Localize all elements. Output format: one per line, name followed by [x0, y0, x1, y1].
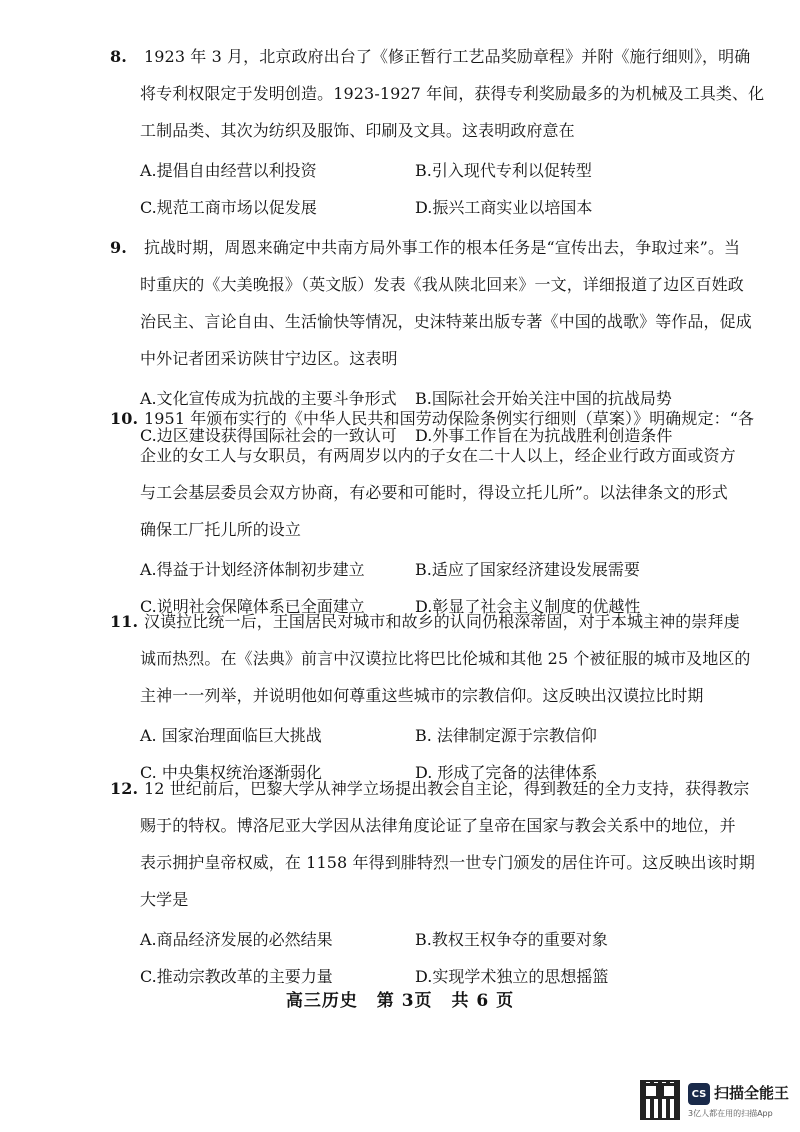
question-line: 大学是 — [140, 890, 189, 909]
footer-total: 共 6 页 — [451, 991, 515, 1011]
option-c: C. 中央集权统治逐渐弱化 — [140, 763, 322, 782]
qr-code-icon — [640, 1080, 680, 1120]
question-line: 治民主、言论自由、生活愉快等情况，史沫特莱出版专著《中国的战歌》等作品，促成 — [140, 312, 752, 331]
question-line: 10. 1951 年颁布实行的《中华人民共和国劳动保险条例实行细则（草案）》明确规定：“各 — [110, 400, 730, 437]
option-d: D.外事工作旨在为抗战胜利创造条件 — [415, 426, 673, 445]
option-a: A. 国家治理面临巨大挑战 — [140, 726, 322, 745]
question-line: 将专利权限定于发明创造。1923-1927 年间，获得专利奖励最多的为机械及工具类、化 — [140, 84, 765, 103]
question-8 — [110, 38, 765, 226]
question-line: 工制品类、其次为纺织及服饰、印刷及文具。这表明政府意在 — [140, 121, 575, 140]
option-c: C.推动宗教改革的主要力量 — [140, 967, 333, 986]
footer-page: 第 3页 — [376, 991, 433, 1011]
option-b: B.适应了国家经济建设发展需要 — [415, 560, 640, 579]
option-c: C.规范工商市场以促发展 — [140, 198, 317, 217]
camscanner-logo-icon: CS — [688, 1083, 710, 1105]
option-d: D.彰显了社会主义制度的优越性 — [415, 597, 641, 616]
option-d: D.实现学术独立的思想摇篮 — [415, 967, 609, 986]
option-a: A.文化宣传成为抗战的主要斗争形式 — [140, 389, 397, 408]
question-line: 与工会基层委员会双方协商，有必要和可能时，得设立托儿所”。以法律条文的形式 — [140, 483, 728, 502]
watermark-tagline: 3亿人都在用的扫描App — [688, 1109, 773, 1118]
question-line: 表示拥护皇帝权威，在 1158 年得到腓特烈一世专门颁发的居住许可。这反映出该时期 — [140, 853, 755, 872]
question-line: 确保工厂托儿所的设立 — [140, 520, 302, 539]
question-line: 企业的女工人与女职员，有两周岁以内的子女在二十人以上，经企业行政方面或资方 — [140, 446, 736, 465]
question-line: 9. 抗战时期，周恩来确定中共南方局外事工作的根本任务是“宣传出去，争取过来”。当 — [110, 229, 730, 266]
question-line: 赐于的特权。博洛尼亚大学因从法律角度论证了皇帝在国家与教会关系中的地位，并 — [140, 816, 736, 835]
option-b: B.教权王权争夺的重要对象 — [415, 930, 608, 949]
page-footer — [0, 986, 800, 1011]
question-line: 中外记者团采访陕甘宁边区。这表明 — [140, 349, 398, 368]
question-line: 11. 汉谟拉比统一后，王国居民对城市和故乡的认同仍根深蒂固，对于本城主神的崇拜虔 — [110, 603, 730, 640]
question-number: 9. — [110, 238, 127, 257]
question-line: 时重庆的《大美晚报》（英文版）发表《我从陕北回来》一文，详细报道了边区百姓政 — [140, 275, 744, 294]
question-11 — [110, 603, 751, 791]
question-line: 12. 12 世纪前后，巴黎大学从神学立场提出教会自主论，得到教廷的全力支持，获得教宗 — [110, 770, 730, 807]
option-d: D. 形成了完备的法律体系 — [415, 763, 598, 782]
option-b: B.国际社会开始关注中国的抗战局势 — [415, 389, 672, 408]
question-number: 11. — [110, 612, 139, 631]
option-b: B. 法律制定源于宗教信仰 — [415, 726, 597, 745]
question-number: 10. — [110, 409, 139, 428]
question-line: 诚而热烈。在《法典》前言中汉谟拉比将巴比伦城和其他 25 个被征服的城市及地区的 — [140, 649, 751, 668]
option-b: B.引入现代专利以促转型 — [415, 161, 592, 180]
question-number: 12. — [110, 779, 139, 798]
question-line: 8. 1923 年 3 月，北京政府出台了《修正暂行工艺品奖励章程》并附《施行细则》，明确 — [110, 38, 730, 75]
footer-subject: 高三历史 — [285, 991, 358, 1011]
question-line: 主神一一列举，并说明他如何尊重这些城市的宗教信仰。这反映出汉谟拉比时期 — [140, 686, 704, 705]
option-a: A.得益于计划经济体制初步建立 — [140, 560, 365, 579]
option-c: C.边区建设获得国际社会的一致认可 — [140, 426, 397, 445]
option-a: A.提倡自由经营以利投资 — [140, 161, 317, 180]
option-d: D.振兴工商实业以培国本 — [415, 198, 593, 217]
question-number: 8. — [110, 47, 127, 66]
option-c: C.说明社会保障体系已全面建立 — [140, 597, 365, 616]
watermark-brand-name: 扫描全能王 — [714, 1084, 790, 1102]
options — [110, 152, 730, 226]
option-a: A.商品经济发展的必然结果 — [140, 930, 333, 949]
options — [110, 921, 730, 995]
question-12 — [110, 770, 755, 995]
question-10 — [110, 400, 755, 625]
